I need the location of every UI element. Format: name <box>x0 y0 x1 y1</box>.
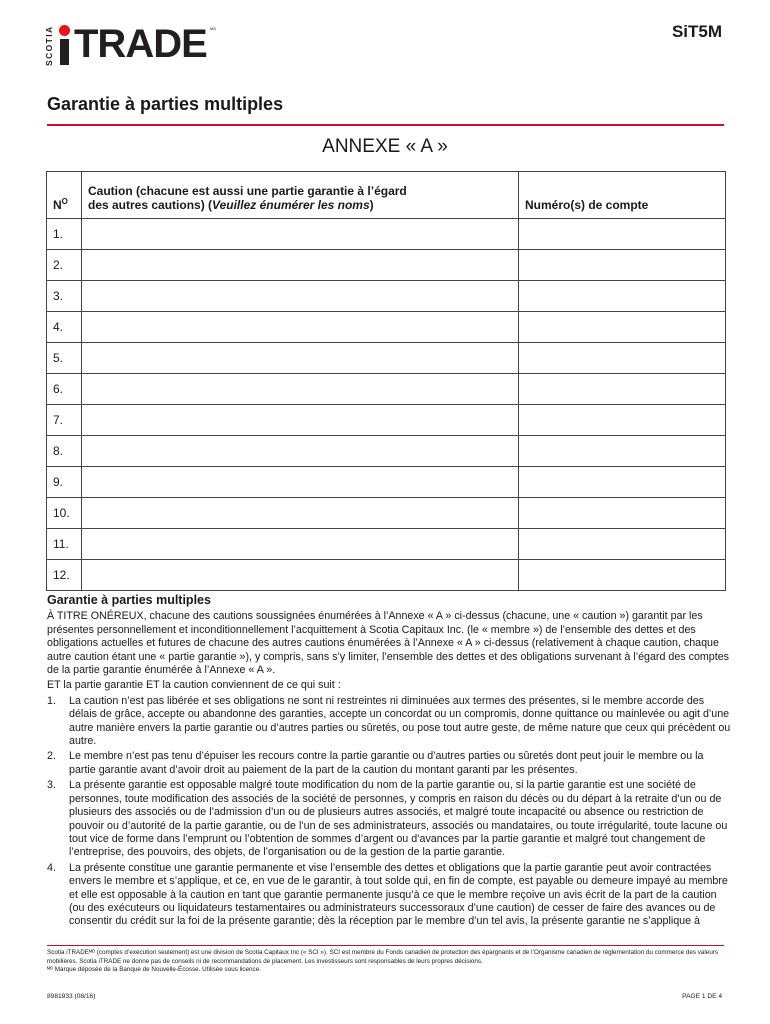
logo-i-stem <box>60 39 69 65</box>
column-header-guarantor: Caution (chacune est aussi une partie garantie à l’égard des autres cautions) (Veuillez énumérer les noms) <box>82 172 519 219</box>
logo-trademark: MD <box>210 26 217 31</box>
row-number: 11. <box>47 529 82 560</box>
column-header-account-numbers: Numéro(s) de compte <box>519 172 726 219</box>
table-row <box>47 374 726 405</box>
row-number: 4. <box>47 312 82 343</box>
account-number-field[interactable] <box>519 374 726 405</box>
column-header-number: $N^O$ <box>47 172 82 219</box>
logo-trade-text: TRADE <box>74 22 207 66</box>
table-row <box>47 467 726 498</box>
table-row <box>47 529 726 560</box>
guarantor-name-field[interactable] <box>82 281 519 312</box>
table-row <box>47 498 726 529</box>
row-number: 9. <box>47 467 82 498</box>
row-number: 8. <box>47 436 82 467</box>
term-item: 4. La présente constitue une garantie permanente et vise l’ensemble des dettes et obligations que la partie garantie peut avoir contractées envers le membre et s’applique, et ce, en vue de le garantir, à tout solde qui, en fin de compte, est payable ou demeure impayé au membre et elle est opposable à la caution en tant que garantie permanente jusqu’à ce que le membre reçoive un avis écrit de la part de la caution (ou des exécuteurs ou liquidateurs testamentaires ou administrateurs successoraux d’une caution) de cesser de faire des avances ou de consentir du crédit sur la foi de la présente garantie; dès la réception par le membre d’un tel avis, la présente garantie ne s’applique à <box>47 861 728 928</box>
row-number: 5. <box>47 343 82 374</box>
row-number: 6. <box>47 374 82 405</box>
table-row <box>47 219 726 250</box>
agreement-line: ET la partie garantie ET la caution conviennent de ce qui suit : <box>47 679 341 692</box>
guarantor-name-field[interactable] <box>82 498 519 529</box>
table-row <box>47 436 726 467</box>
footnote-trademark: ᴹᴰ Marque déposée de la Banque de Nouvelle-Écosse. Utilisée sous licence. <box>47 966 261 974</box>
guarantor-name-field[interactable] <box>82 560 519 591</box>
term-item: 1. La caution n’est pas libérée et ses obligations ne sont ni restreintes ni diminuées aux termes des présentes, si le membre accorde des délais de grâce, accepte ou abandonne des garanties, accepte un concordat ou un compromis, donne quittance ou mainlevée ou agit d’une autre manière envers la partie garantie ou d’autres parties ou sûretés, ou pose tout autre geste, de même nature que ceux qui précèdent ou autre. <box>47 694 731 748</box>
footnotes <box>47 949 737 975</box>
guarantor-name-field[interactable] <box>82 374 519 405</box>
row-number: 10. <box>47 498 82 529</box>
footnote-disclaimer: Scotia iTRADEᴹᴰ (comptes d’exécution seulement) est une division de Scotia Capitaux Inc (« SCI »). SCI est membre du Fonds canadien de protection des épargnants et de l’Organisme canadien de réglementation du commerce des valeurs mobilières. Scotia iTRADE ne donne pas de conseils ni de recommandations de placement. Les investisseurs sont responsables de leurs propres décisions. <box>47 949 719 965</box>
account-number-field[interactable] <box>519 498 726 529</box>
account-number-field[interactable] <box>519 560 726 591</box>
guarantor-name-field[interactable] <box>82 405 519 436</box>
account-number-field[interactable] <box>519 219 726 250</box>
logo-i-mark <box>56 22 74 66</box>
terms-list <box>47 695 733 929</box>
account-number-field[interactable] <box>519 467 726 498</box>
row-number: 2. <box>47 250 82 281</box>
row-number: 12. <box>47 560 82 591</box>
table-row <box>47 312 726 343</box>
row-number: 1. <box>47 219 82 250</box>
logo-scotia-text: SCOTIA <box>44 25 54 66</box>
term-item: 3. La présente garantie est opposable malgré toute modification du nom de la partie garantie ou, si la partie garantie est une société de personnes, toute modification des associés de la société de personnes, y compris en raison du décès ou du départ à la retraite d’un ou de plusieurs des associés ou de l’admission d’un ou de plusieurs autres associés, et malgré toute incapacité ou absence ou restriction de pouvoir ou d’autorité de la partie garantie, ou de l’un de ses administrateurs, associés ou mandataires, ou toute irrégularité, toute lacune ou tout vice de forme dans l’emprunt ou l’obtention de sommes d’argent ou d’avances par la partie garantie et malgré tout changement de l’entreprise, des pouvoirs, des objets, de l’organisation ou de la gestion de la partie garantie. <box>47 779 728 859</box>
form-code: SiT5M <box>671 22 722 41</box>
account-number-field[interactable] <box>519 529 726 560</box>
guarantor-name-field[interactable] <box>82 529 519 560</box>
guarantee-terms <box>47 594 733 931</box>
table-row <box>47 560 726 591</box>
table-row <box>47 405 726 436</box>
table-row <box>47 343 726 374</box>
annex-title: ANNEXE « A » <box>322 136 448 157</box>
guarantor-name-field[interactable] <box>82 219 519 250</box>
guarantor-name-field[interactable] <box>82 343 519 374</box>
logo-red-dot <box>59 25 70 36</box>
guarantor-name-field[interactable] <box>82 312 519 343</box>
table-row <box>47 250 726 281</box>
row-number: 3. <box>47 281 82 312</box>
account-number-field[interactable] <box>519 405 726 436</box>
guarantor-name-field[interactable] <box>82 436 519 467</box>
footer-divider <box>47 945 724 946</box>
table-header-row <box>47 172 726 219</box>
account-number-field[interactable] <box>519 281 726 312</box>
page-title: Garantie à parties multiples <box>47 94 284 114</box>
document-number: 8981933 (08/16) <box>47 993 96 1000</box>
row-number: 7. <box>47 405 82 436</box>
page-number: PAGE 1 DE 4 <box>682 993 722 1000</box>
account-number-field[interactable] <box>519 436 726 467</box>
account-number-field[interactable] <box>519 250 726 281</box>
table-row <box>47 281 726 312</box>
account-number-field[interactable] <box>519 312 726 343</box>
guarantor-name-field[interactable] <box>82 467 519 498</box>
account-number-field[interactable] <box>519 343 726 374</box>
guarantors-table <box>46 171 726 591</box>
guarantor-name-field[interactable] <box>82 250 519 281</box>
intro-paragraph: À TITRE ONÉREUX, chacune des cautions soussignées énumérées à l’Annexe « A » ci-dessus (chacune, une « caution ») garantit par les présentes personnellement et inconditionnellement l’acquittement à Scotia Capitaux Inc. (le « membre ») de l’ensemble des dettes et des obligations actuelles et futures de chacune des autres cautions énumérées à l’Annexe « A » ci-dessus (relativement à chaque caution, chaque autre caution étant une « partie garantie »), y compris, sans s’y limiter, l’ensemble des dettes et des obligations survenant à l’égard des comptes de la partie garantie énumérée à l’Annexe « A ». <box>47 610 729 677</box>
term-item: 2. Le membre n’est pas tenu d’épuiser les recours contre la partie garantie ou d’autres parties ou sûretés dont peut jouir le membre ou la partie garantie avant d’avoir droit au paiement de la part de la caution du montant garanti par les présentes. <box>47 750 704 776</box>
title-divider <box>47 124 724 126</box>
section-heading: Garantie à parties multiples <box>47 593 211 607</box>
